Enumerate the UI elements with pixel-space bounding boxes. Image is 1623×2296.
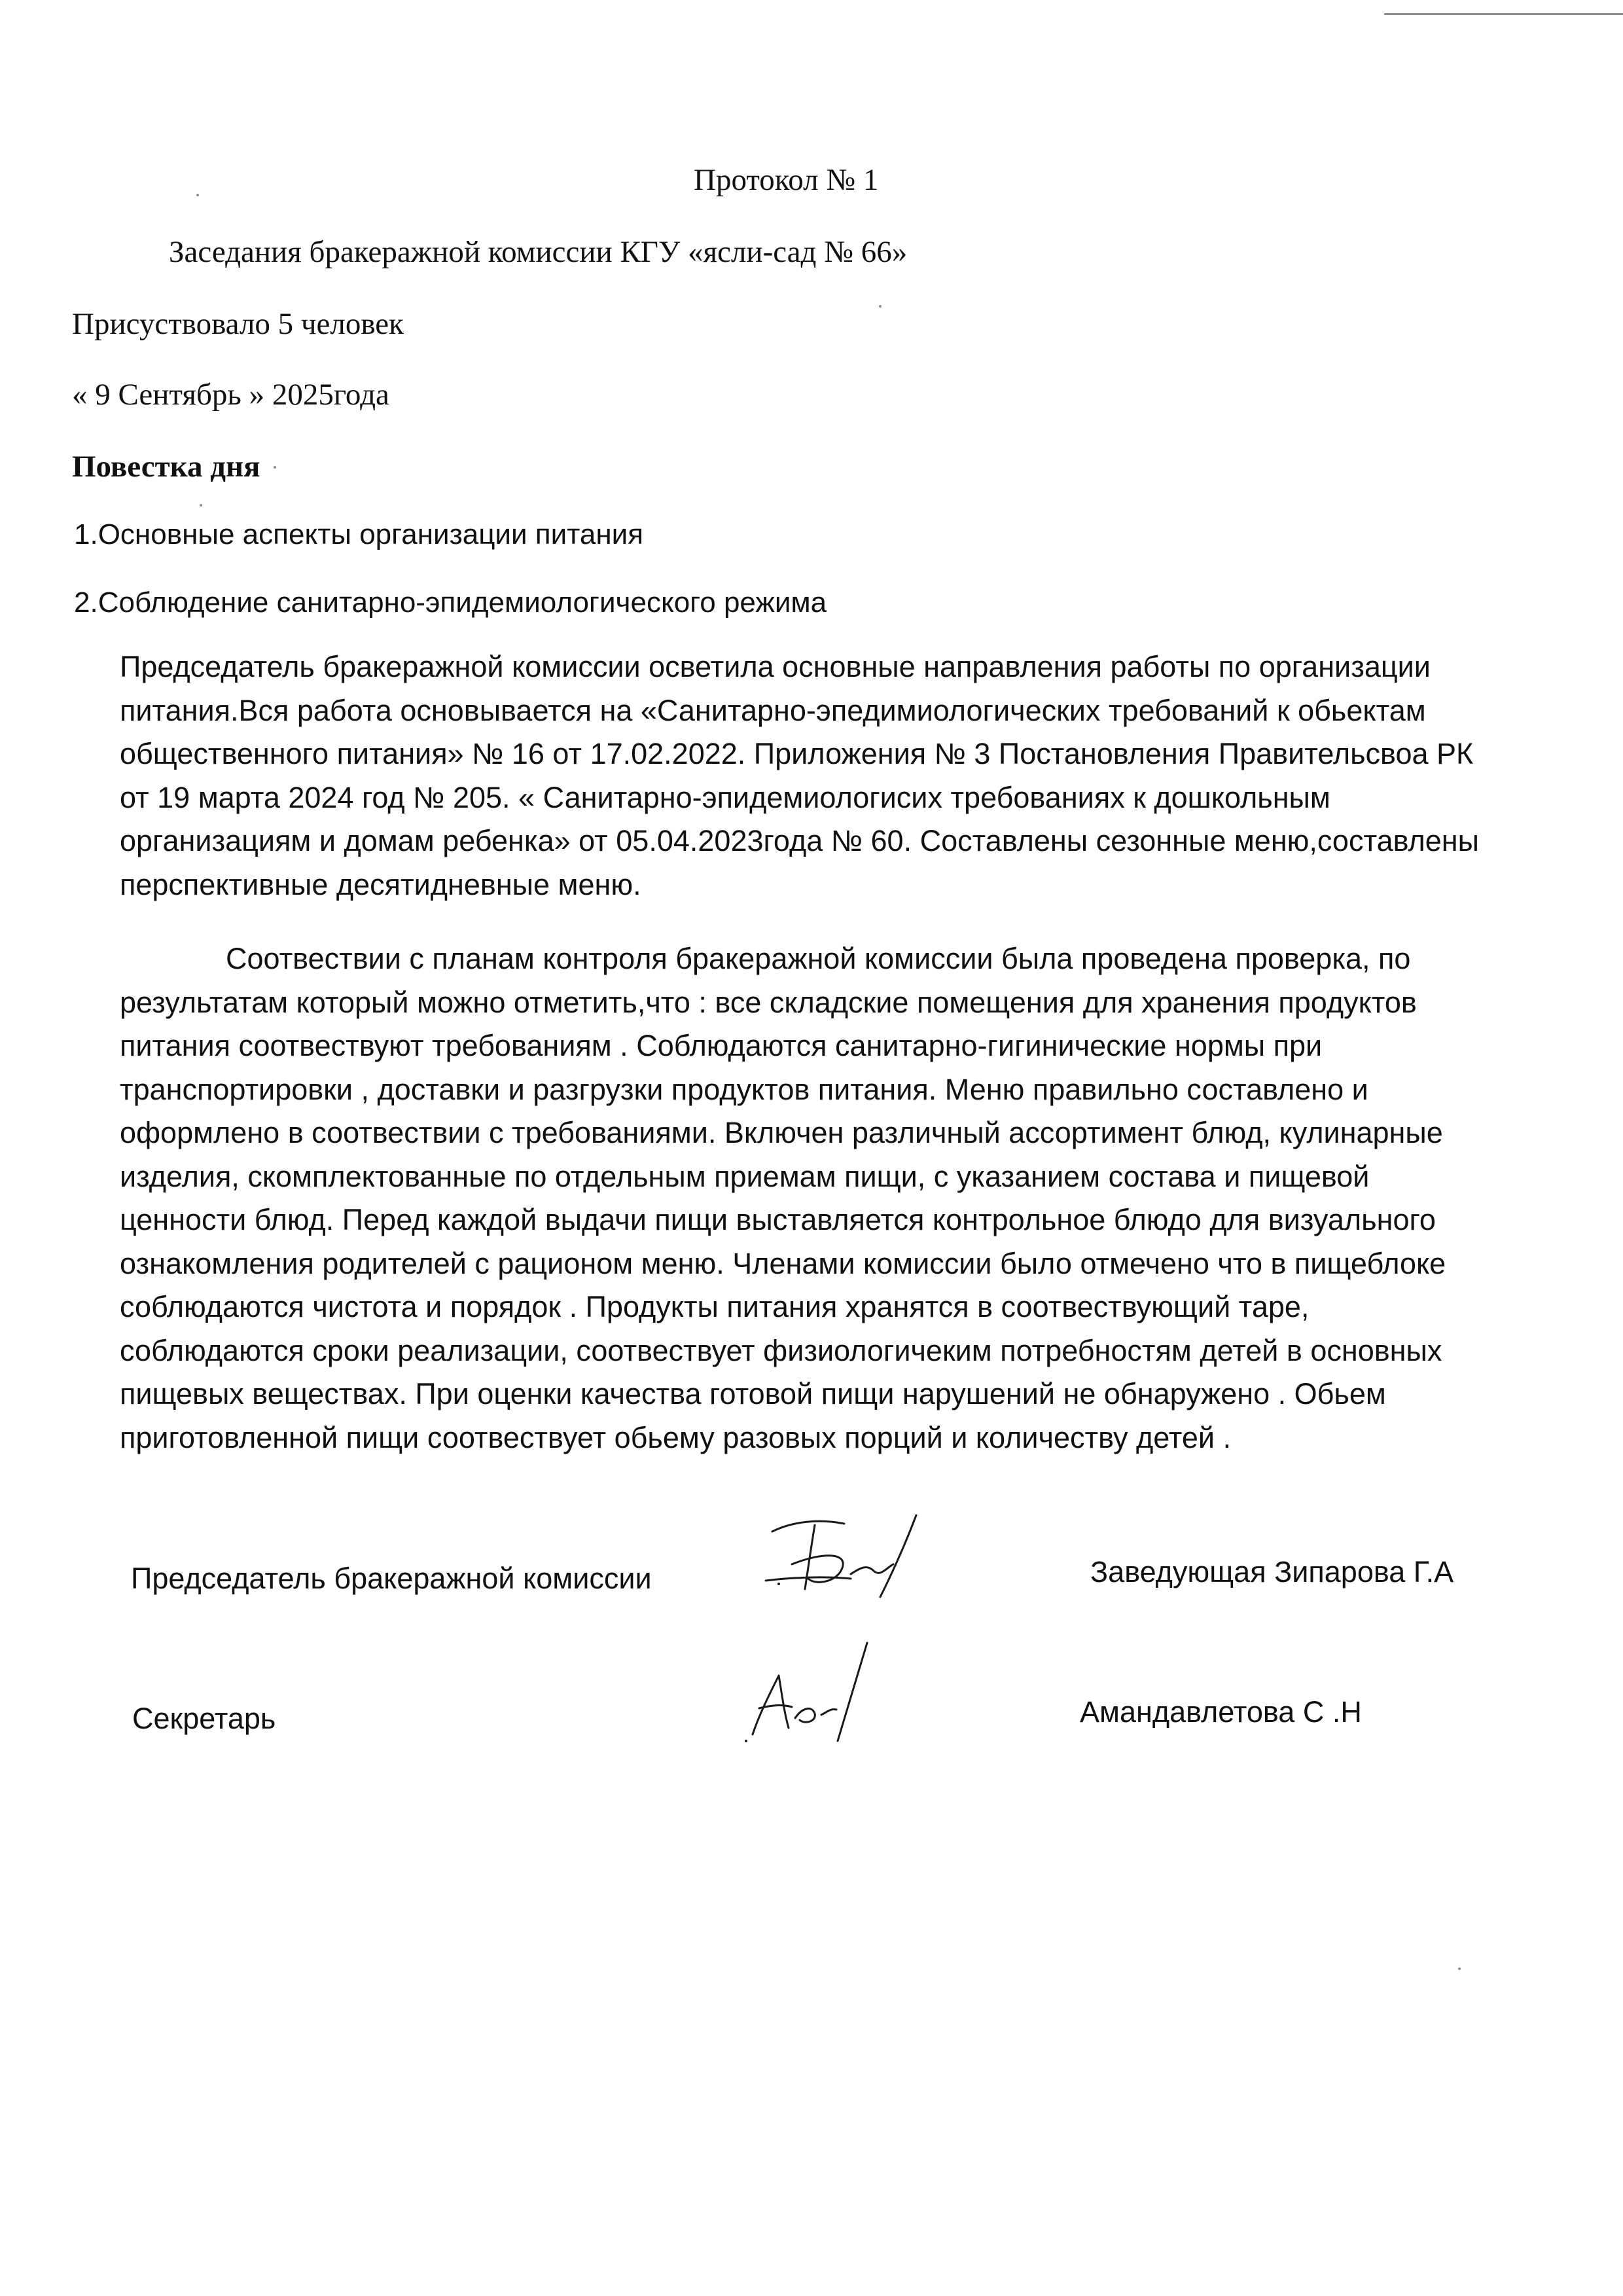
paragraph-line: ценности блюд. Перед каждой выдачи пищи выставляется контрольное блюдо для визуального	[120, 1203, 1436, 1236]
paragraph-line: от 19 марта 2024 год № 205. « Санитарно-эпидемиологисих требованиях к дошкольным	[120, 780, 1330, 814]
paragraph-line: соблюдаются чистота и порядок . Продукты питания хранятся в соотвествующий таре,	[120, 1290, 1310, 1323]
scan-speck	[1458, 1967, 1461, 1970]
paragraph-intro	[120, 645, 1479, 906]
scan-edge-line	[1384, 13, 1623, 15]
chair-role-label: Председатель бракеражной комиссии	[131, 1562, 652, 1595]
document-subtitle: Заседания бракеражной комиссии КГУ «ясли-сад № 66»	[169, 235, 908, 269]
paragraph-line: результатам который можно отметить,что : все складские помещения для хранения продуктов	[120, 985, 1417, 1019]
scan-speck	[200, 504, 202, 507]
document-title: Протокол № 1	[694, 163, 879, 197]
chair-signature-icon	[753, 1505, 936, 1604]
paragraph-line: организациям и домам ребенка» от 05.04.2023года № 60. Составлены сезонные меню,составлены	[120, 824, 1479, 857]
paragraph-line: оформлено в соотвествии с требованиями. Включен различный ассортимент блюд, кулинарные	[120, 1116, 1443, 1149]
paragraph-line: перспективные десятидневные меню.	[120, 867, 641, 901]
agenda-heading: Повестка дня	[72, 450, 260, 484]
paragraph-line: питания соотвествуют требованиям . Соблюдаются санитарно-гигинические нормы при	[120, 1029, 1323, 1062]
paragraph-line: Соотвествии с планам контроля бракеражной комиссии была проведена проверка, по	[226, 942, 1411, 975]
agenda-item: 1.Основные аспекты организации питания	[74, 518, 644, 550]
paragraph-line: приготовленной пищи соотвествует обьему разовых порций и количеству детей .	[120, 1420, 1232, 1454]
paragraph-line: соблюдаются сроки реализации, соотвествует физиологичеким потребностям детей в основных	[120, 1333, 1442, 1367]
paragraph-line: транспортировки , доставки и разгрузки продуктов питания. Меню правильно составлено и	[120, 1072, 1368, 1106]
secretary-signature-icon	[726, 1636, 890, 1748]
paragraph-line: питания.Вся работа основывается на «Санитарно-эпедимиологических требований к обьектам	[120, 693, 1426, 727]
scan-speck	[879, 305, 882, 308]
paragraph-line: общественного питания» № 16 от 17.02.2022. Приложения № 3 Постановления Правительсвоа РК	[120, 737, 1474, 770]
meeting-date: « 9 Сентябрь » 2025года	[72, 378, 389, 412]
paragraph-line: пищевых веществах. При оценки качества готовой пищи нарушений не обнаружено . Обьем	[120, 1377, 1386, 1410]
attendance-line: Присуствовало 5 человек	[72, 307, 404, 341]
paragraph-line: изделия, скомплектованные по отдельным приемам пищи, с указанием состава и пищевой	[120, 1159, 1370, 1193]
agenda-item: 2.Соблюдение санитарно-эпидемиологического режима	[74, 586, 827, 619]
chair-name: Заведующая Зипарова Г.А	[1090, 1555, 1454, 1588]
scan-speck	[196, 194, 199, 196]
paragraph-inspection	[120, 937, 1446, 1460]
secretary-role-label: Секретарь	[132, 1702, 276, 1735]
paragraph-line: ознакомления родителей с рационом меню. Членами комиссии было отмечено что в пищеблоке	[120, 1246, 1446, 1280]
secretary-name: Амандавлетова С .Н	[1080, 1695, 1362, 1729]
scan-speck	[274, 466, 276, 469]
paragraph-line: Председатель бракеражной комиссии осветила основные направления работы по организации	[120, 650, 1431, 683]
